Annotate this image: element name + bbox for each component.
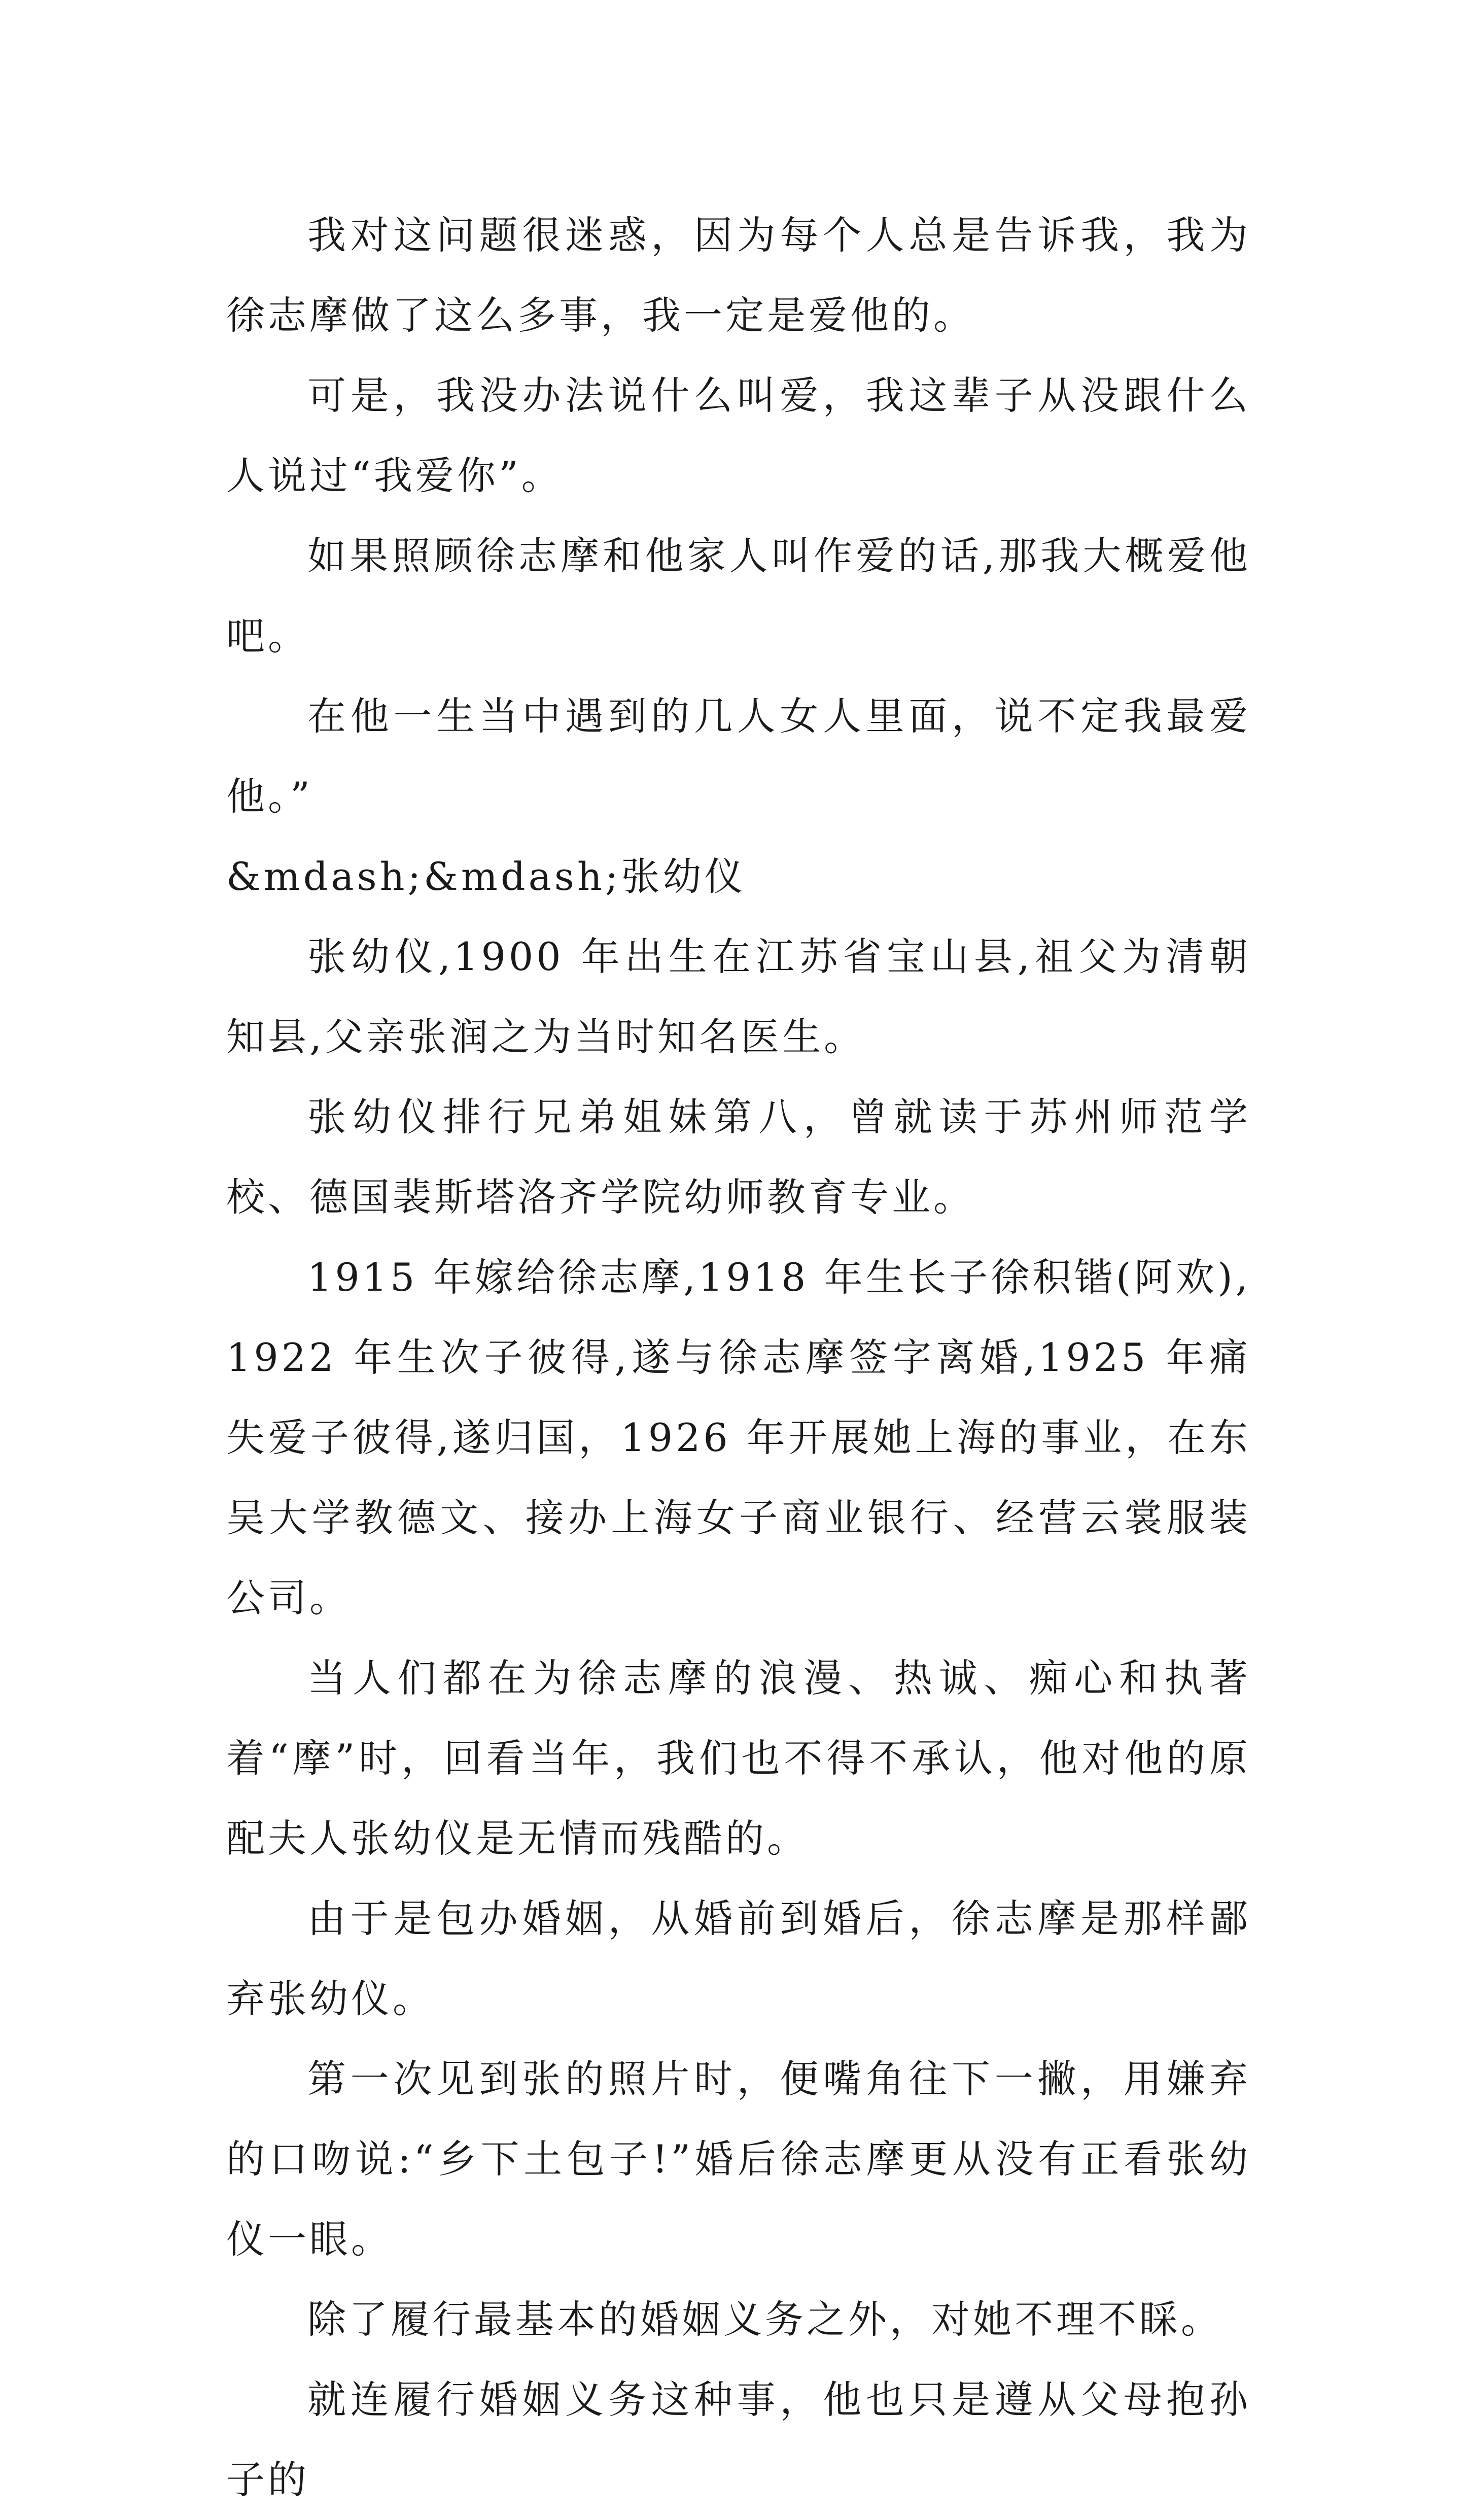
paragraph: 我对这问题很迷惑，因为每个人总是告诉我，我为徐志摩做了这么多事，我一定是爱他的。	[226, 213, 1251, 338]
paragraph: 1915 年嫁给徐志摩,1918 年生长子徐积锴(阿欢),1922 年生次子彼得,遂与徐志摩签字离婚,1925 年痛失爱子彼得,遂归国，1926 年开展她上海的事业，在东吴大学教德文、接办上海女子商业银行、经营云裳服装公司。	[226, 1255, 1251, 1620]
body-text	[226, 195, 1251, 2520]
paragraph: 由于是包办婚姻，从婚前到婚后，徐志摩是那样鄙弃张幼仪。	[226, 1896, 1251, 2021]
paragraph: 可是，我没办法说什么叫爱，我这辈子从没跟什么人说过“我爱你”。	[226, 373, 1251, 498]
paragraph: 张幼仪,1900 年出生在江苏省宝山县,祖父为清朝知县,父亲张润之为当时知名医生。	[226, 934, 1251, 1059]
paragraph: 在他一生当中遇到的几人女人里面，说不定我最爱他。”	[226, 694, 1251, 819]
paragraph: 当人们都在为徐志摩的浪漫、热诚、痴心和执著着“摩”时，回看当年，我们也不得不承认，他对他的原配夫人张幼仪是无情而残酷的。	[226, 1655, 1251, 1861]
attribution: &mdash;&mdash;张幼仪	[226, 854, 746, 899]
paragraph: 就连履行婚姻义务这种事，他也只是遵从父母抱孙子的	[226, 2377, 1251, 2502]
paragraph: 第一次见到张的照片时，便嘴角往下一撇，用嫌弃的口吻说:“乡下土包子!”婚后徐志摩更从没有正看张幼仪一眼。	[226, 2056, 1251, 2262]
paragraph: 除了履行最基本的婚姻义务之外，对她不理不睬。	[307, 2297, 1222, 2342]
paragraph: 如果照顾徐志摩和他家人叫作爱的话,那我大概爱他吧。	[226, 533, 1251, 659]
paragraph: 张幼仪排行兄弟姐妹第八，曾就读于苏州师范学校、德国裴斯塔洛齐学院幼师教育专业。	[226, 1094, 1251, 1220]
